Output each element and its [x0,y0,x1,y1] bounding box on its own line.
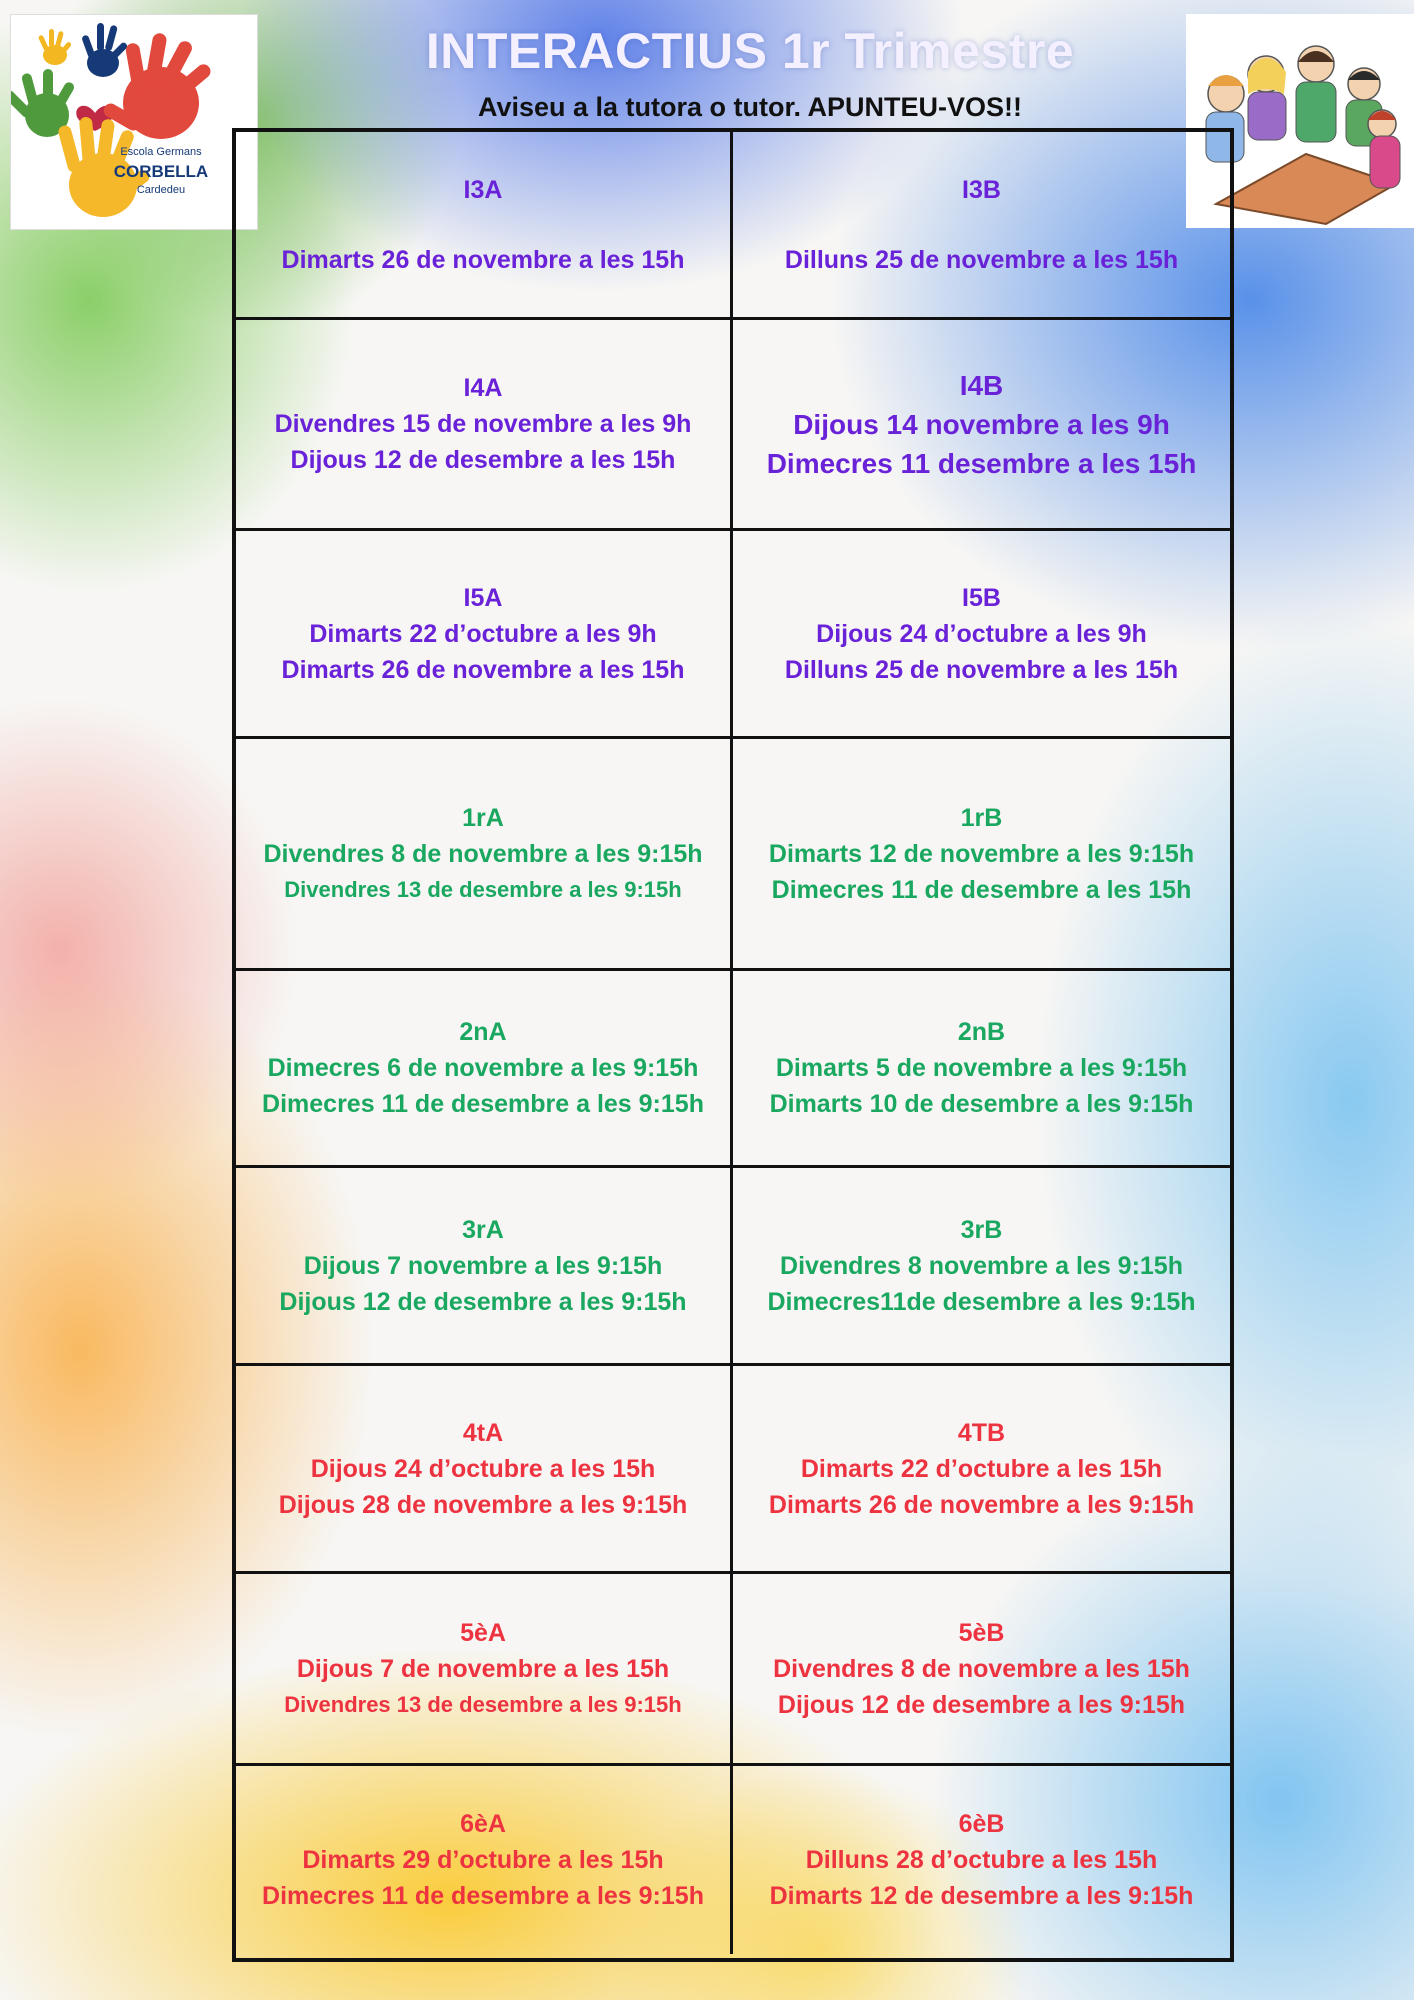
class-name: 2nB [957,1018,1006,1046]
class-name: 2nA [459,1018,507,1046]
school-logo [10,14,258,230]
schedule-cell [236,1168,733,1366]
session-date: Dijous 24 d’octubre a les 9h [816,619,1147,648]
session-date: Divendres 8 de novembre a les 15h [773,1654,1190,1683]
session-date: Dimarts 29 d’octubre a les 15h [302,1846,664,1874]
session-date: Divendres 15 de novembre a les 9h [274,410,692,438]
schedule-cell [236,1366,733,1574]
session-date: Dimecres 11 de desembre a les 9:15h [262,1090,704,1118]
schedule-table [232,128,1234,1962]
hands-logo-icon [11,15,257,229]
session-date: Dimarts 26 de novembre a les 15h [281,245,685,274]
session-date: Dimarts 22 d’octubre a les 9h [309,619,657,648]
schedule-cell [733,1168,1230,1366]
schedule-cell [236,971,733,1168]
session-date: Dilluns 25 de novembre a les 15h [784,245,1179,274]
class-name: 1rB [960,803,1003,832]
schedule-cell [236,320,733,531]
session-date: Dimecres 11 de desembre a les 15h [771,875,1192,904]
session-date: Dimecres11de desembre a les 9:15h [767,1287,1196,1316]
schedule-cell [733,531,1230,739]
schedule-cell [733,1574,1230,1766]
class-name: 5èB [958,1618,1005,1647]
session-date: Divendres 13 de desembre a les 9:15h [284,1691,682,1717]
session-date: Dijous 12 de desembre a les 9:15h [279,1287,687,1316]
session-date: Dimecres 11 de desembre a les 9:15h [262,1882,704,1910]
schedule-cell [733,971,1230,1168]
class-name: 6èA [460,1810,506,1838]
session-date: Dimarts 26 de novembre a les 15h [281,655,685,684]
class-name: I3A [463,175,503,204]
session-date: Dijous 7 de novembre a les 15h [296,1654,670,1683]
schedule-cell [733,320,1230,531]
session-date: Dijous 12 de desembre a les 15h [290,446,676,474]
page-title: INTERACTIUS 1r Trimestre [425,23,1075,79]
class-name: 5èA [460,1618,506,1647]
session-date: Dimecres 6 de novembre a les 9:15h [267,1054,699,1082]
session-date: Dijous 24 d’octubre a les 15h [310,1454,656,1483]
class-name: 3rB [960,1215,1003,1244]
logo-text-line2: CORBELLA [113,162,209,181]
schedule-cell [733,739,1230,971]
class-name: I3B [962,175,1001,204]
session-date: Dimarts 12 de desembre a les 9:15h [769,1882,1194,1910]
session-date: Dijous 14 novembre a les 9h [793,408,1170,440]
class-name: I4B [959,369,1004,401]
session-date: Dimarts 22 d’octubre a les 15h [800,1454,1163,1483]
class-name: I5B [962,583,1001,612]
schedule-cell [236,132,733,320]
schedule-cell [236,531,733,739]
session-date: Divendres 13 de desembre a les 9:15h [284,876,682,902]
session-date: Dijous 28 de novembre a les 9:15h [278,1490,688,1519]
class-name: I5A [463,583,503,612]
session-date: Dilluns 25 de novembre a les 15h [784,655,1179,684]
session-date: Dijous 12 de desembre a les 9:15h [777,1690,1186,1719]
session-date: Dimarts 12 de novembre a les 9:15h [768,839,1195,868]
schedule-cell [236,1766,733,1954]
session-date: Divendres 8 novembre a les 9:15h [780,1251,1183,1280]
class-name: 4tA [462,1418,504,1447]
session-date: Dimarts 10 de desembre a les 9:15h [769,1090,1194,1118]
session-date: Dimecres 11 desembre a les 15h [766,447,1197,479]
session-date: Dimarts 26 de novembre a les 9:15h [768,1490,1195,1519]
logo-text-line3: Cardedeu [136,184,186,196]
class-name: 6èB [958,1810,1005,1838]
session-date: Dimarts 5 de novembre a les 9:15h [775,1054,1188,1082]
schedule-cell [733,1766,1230,1954]
session-date: Dijous 7 novembre a les 9:15h [303,1251,663,1280]
schedule-cell [236,1574,733,1766]
session-date: Divendres 8 de novembre a les 9:15h [263,839,703,868]
class-name: I4A [463,374,503,402]
session-date: Dilluns 28 d’octubre a les 15h [805,1846,1158,1874]
schedule-cell [733,132,1230,320]
class-name: 3rA [462,1215,504,1244]
class-name: 4TB [957,1418,1006,1447]
page-subtitle: Aviseu a la tutora o tutor. APUNTEU-VOS!! [477,92,1023,122]
logo-text-line1: Escola Germans [120,146,202,158]
schedule-cell [733,1366,1230,1574]
schedule-cell [236,739,733,971]
class-name: 1rA [462,803,504,832]
